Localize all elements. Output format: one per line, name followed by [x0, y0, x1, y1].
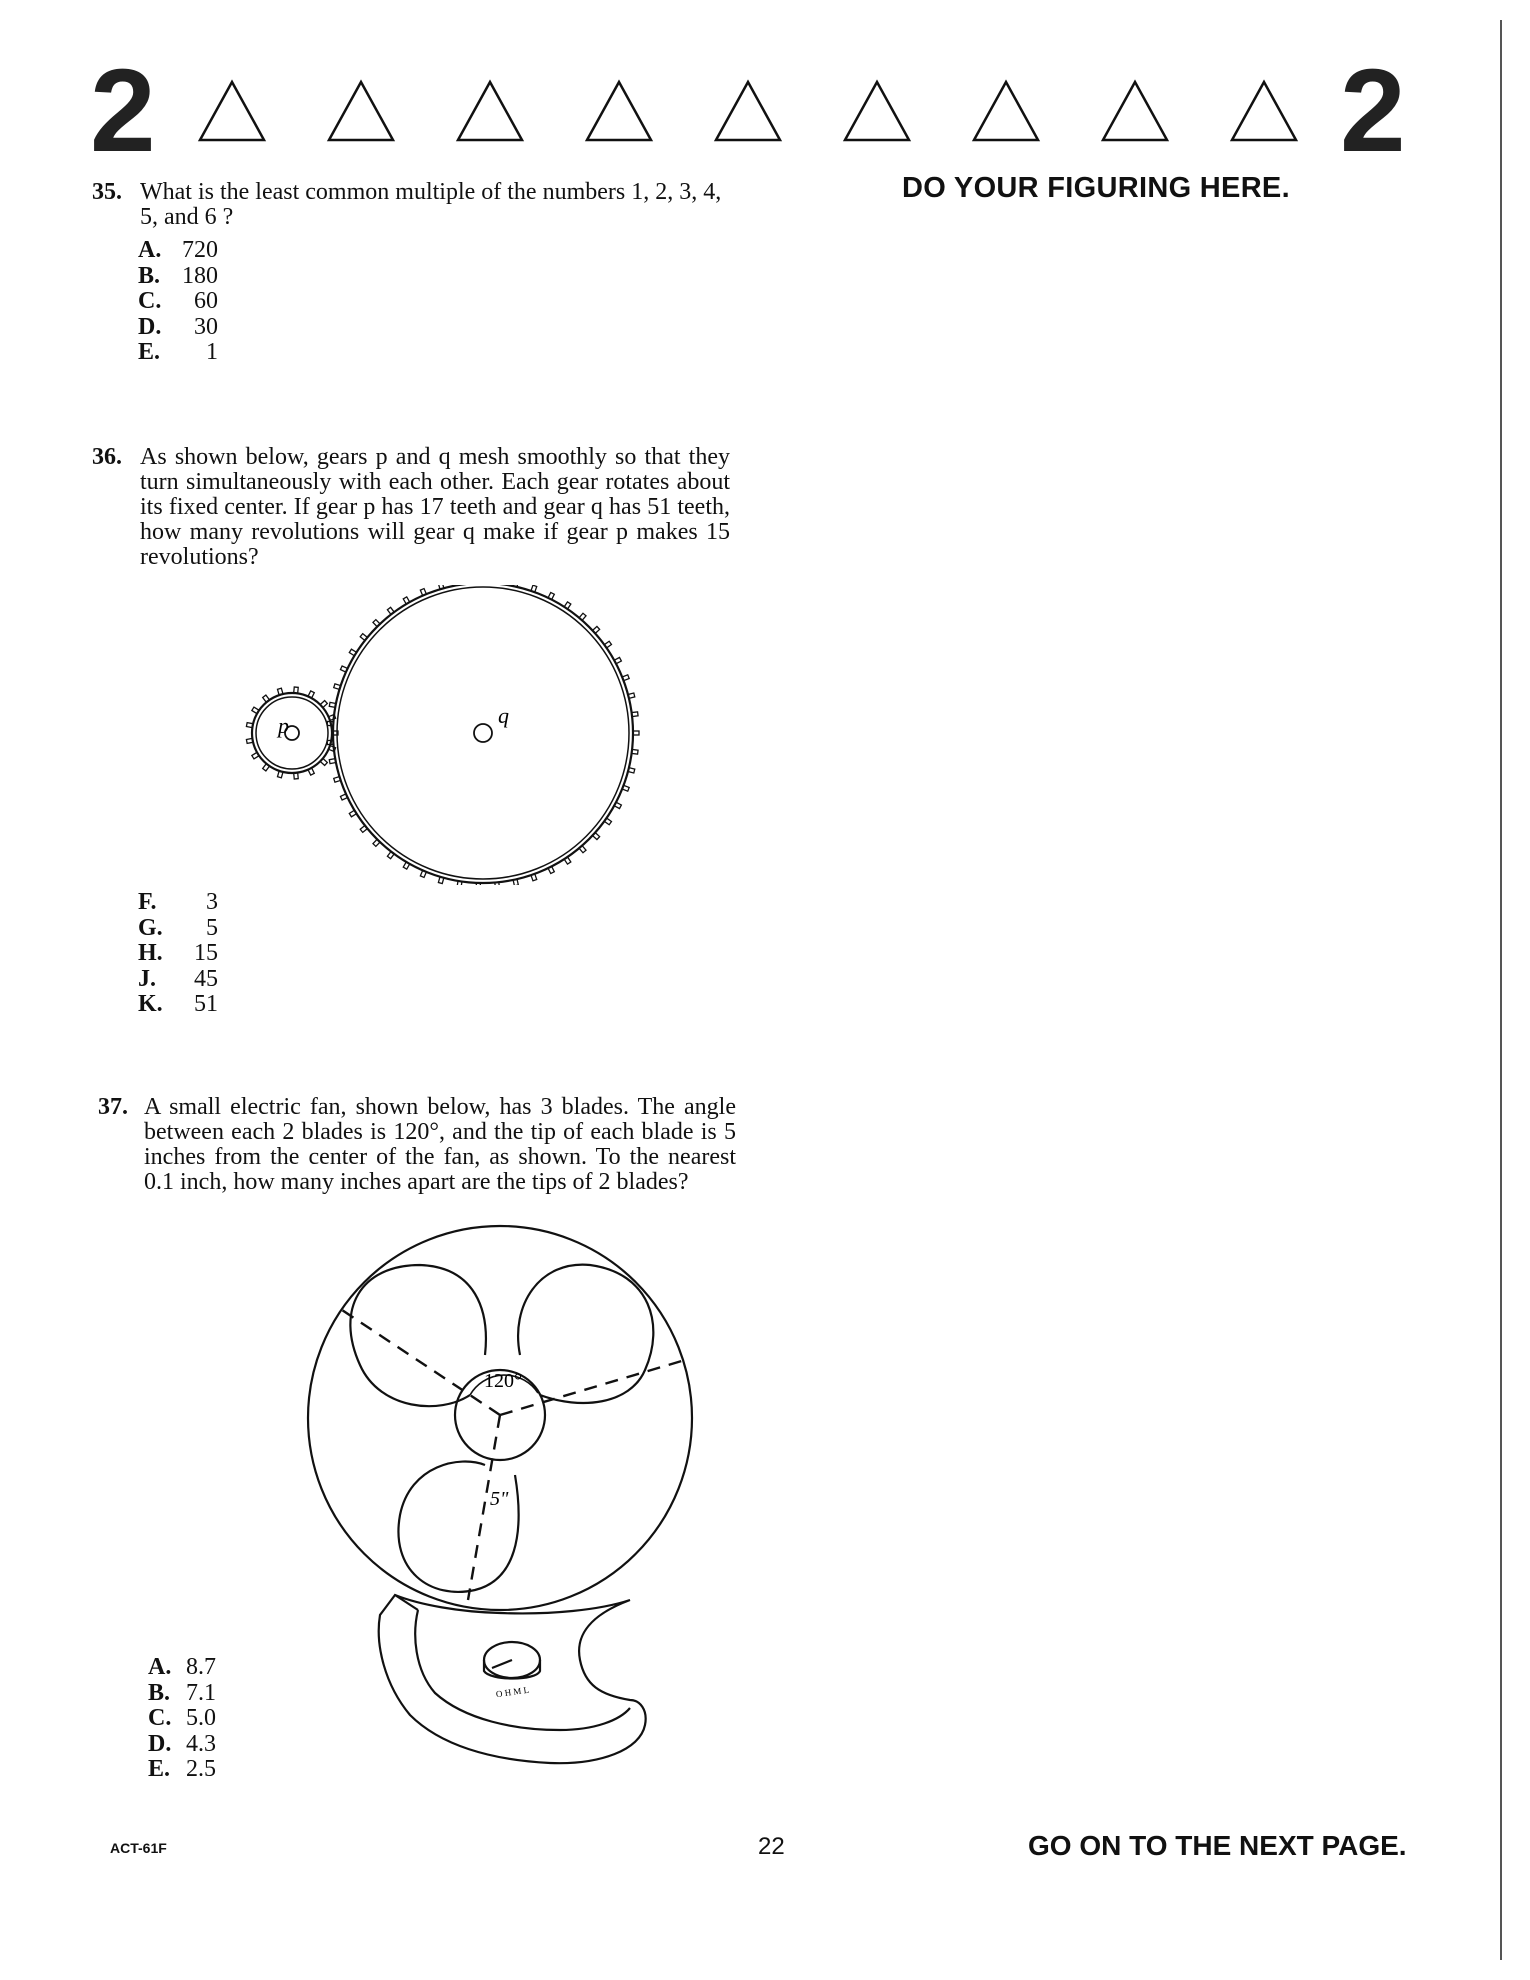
gear-tooth	[593, 833, 600, 840]
gear-p-label: p	[278, 713, 289, 738]
angle-label: 120°	[484, 1370, 522, 1392]
choice-e[interactable]	[138, 340, 218, 366]
choice-value: 720	[182, 237, 218, 263]
choice-value: 180	[182, 262, 218, 289]
form-code: ACT-61F	[110, 1840, 167, 1856]
choice-value: 2.5	[186, 1756, 216, 1782]
gear-tooth	[564, 602, 571, 609]
gear-tooth	[513, 879, 518, 885]
triangle-icon	[458, 82, 522, 140]
choice-letter: E.	[138, 339, 161, 365]
section-number-right: 2	[1340, 45, 1406, 177]
gear-tooth	[604, 818, 611, 825]
choice-value: 5.0	[186, 1705, 216, 1731]
choice-value: 1	[206, 339, 218, 365]
triangle-icon	[329, 82, 393, 140]
choice-letter: A.	[138, 237, 162, 263]
choice-value: 8.7	[186, 1654, 216, 1680]
gear-tooth	[263, 764, 270, 771]
radius-line-left	[342, 1310, 500, 1415]
choice-letter: D.	[148, 1730, 172, 1757]
fan-blade-right	[518, 1265, 653, 1403]
gear-tooth	[360, 634, 367, 641]
gear-tooth	[373, 620, 380, 627]
choice-letter: K.	[138, 991, 163, 1017]
radius-label: 5"	[490, 1488, 509, 1510]
question-text: What is the least common multiple of the numbers 1, 2, 3, 4, 5, and 6 ?	[140, 179, 722, 230]
choice-a[interactable]	[148, 1655, 236, 1681]
dial-text: O H M L	[495, 1684, 530, 1700]
question-35	[92, 180, 752, 240]
choice-g[interactable]	[138, 916, 218, 942]
gear-tooth	[438, 585, 443, 589]
choice-b[interactable]	[138, 264, 218, 290]
choice-j[interactable]	[138, 967, 218, 993]
triangle-row	[190, 78, 1320, 148]
fan-figure	[300, 1215, 720, 1775]
choice-letter: B.	[138, 262, 161, 289]
gear-tooth	[320, 701, 327, 708]
page-number: 22	[758, 1833, 785, 1860]
gear-tooth	[593, 626, 600, 633]
gear-tooth	[360, 825, 367, 832]
gear-tooth	[495, 882, 500, 885]
choice-d[interactable]	[138, 315, 218, 341]
choice-a[interactable]	[138, 238, 218, 264]
choices-37	[148, 1655, 236, 1783]
choice-value: 15	[194, 940, 218, 966]
question-36	[92, 445, 752, 575]
section-number-left: 2	[90, 45, 156, 177]
choice-value: 5	[206, 914, 218, 941]
choice-letter: F.	[138, 889, 157, 915]
choice-letter: B.	[148, 1679, 171, 1706]
choice-letter: C.	[148, 1705, 172, 1731]
gear-q-label: q	[498, 703, 509, 728]
triangle-icon	[1232, 82, 1296, 140]
choice-letter: C.	[138, 288, 162, 314]
gear-tooth	[513, 585, 518, 587]
triangle-icon	[845, 82, 909, 140]
choice-b[interactable]	[148, 1681, 236, 1707]
choice-value: 60	[194, 288, 218, 314]
choice-letter: E.	[148, 1756, 171, 1782]
choice-letter: J.	[138, 965, 156, 992]
gear-tooth	[387, 607, 394, 614]
gear-tooth	[320, 758, 327, 765]
choices-36	[138, 890, 218, 1018]
question-number: 35.	[92, 179, 122, 205]
radius-line-right	[500, 1360, 685, 1415]
choices-35	[138, 238, 218, 366]
choice-value: 45	[194, 965, 218, 992]
question-number: 36.	[92, 444, 122, 470]
gear-tooth	[604, 641, 611, 648]
gear-tooth	[579, 613, 586, 620]
gear-tooth	[579, 846, 586, 853]
choice-d[interactable]	[148, 1732, 236, 1758]
question-number: 37.	[98, 1094, 128, 1120]
gears-figure	[230, 585, 650, 885]
choice-letter: H.	[138, 940, 163, 966]
go-on-text: GO ON TO THE NEXT PAGE.	[1028, 1830, 1407, 1861]
triangle-icon	[587, 82, 651, 140]
choice-value: 3	[206, 889, 218, 915]
choice-value: 4.3	[186, 1730, 216, 1757]
triangle-icon	[974, 82, 1038, 140]
choice-c[interactable]	[148, 1706, 236, 1732]
page-edge-rule	[1500, 20, 1502, 1960]
question-text: As shown below, gears p and q mesh smoothly so that they turn simultaneously with each other. Each gear rotates about its fixed center. If gear p has 17 teeth and gear q has 51 teeth, how many revolutions will gear q make if gear p makes 15 revolutions?	[140, 444, 730, 570]
gear-tooth	[457, 881, 462, 885]
gear-p	[246, 687, 338, 779]
choice-k[interactable]	[138, 992, 218, 1018]
gear-tooth	[263, 695, 270, 702]
triangle-icon	[716, 82, 780, 140]
choice-letter: A.	[148, 1654, 172, 1680]
choice-value: 30	[194, 313, 218, 340]
gear-q	[327, 585, 639, 885]
gear-tooth	[373, 839, 380, 846]
fan-blade-bottom	[398, 1462, 518, 1592]
choice-value: 51	[194, 991, 218, 1017]
question-text: A small electric fan, shown below, has 3 blades. The angle between each 2 blades is 120°, and the tip of each blade is 5 inches from the center of the fan, as shown. To the nearest 0.1 inch, how many inches apart are the tips of 2 blades?	[144, 1094, 736, 1195]
choice-f[interactable]	[138, 890, 218, 916]
choice-c[interactable]	[138, 289, 218, 315]
choice-h[interactable]	[138, 941, 218, 967]
choice-letter: G.	[138, 914, 163, 941]
triangle-icon	[1103, 82, 1167, 140]
figuring-label: DO YOUR FIGURING HERE.	[902, 172, 1290, 204]
gear-tooth	[387, 851, 394, 858]
triangle-icon	[200, 82, 264, 140]
choice-letter: D.	[138, 313, 162, 340]
choice-value: 7.1	[186, 1679, 216, 1706]
choice-e[interactable]	[148, 1757, 236, 1783]
question-37	[98, 1095, 758, 1225]
gear-tooth	[564, 857, 571, 864]
